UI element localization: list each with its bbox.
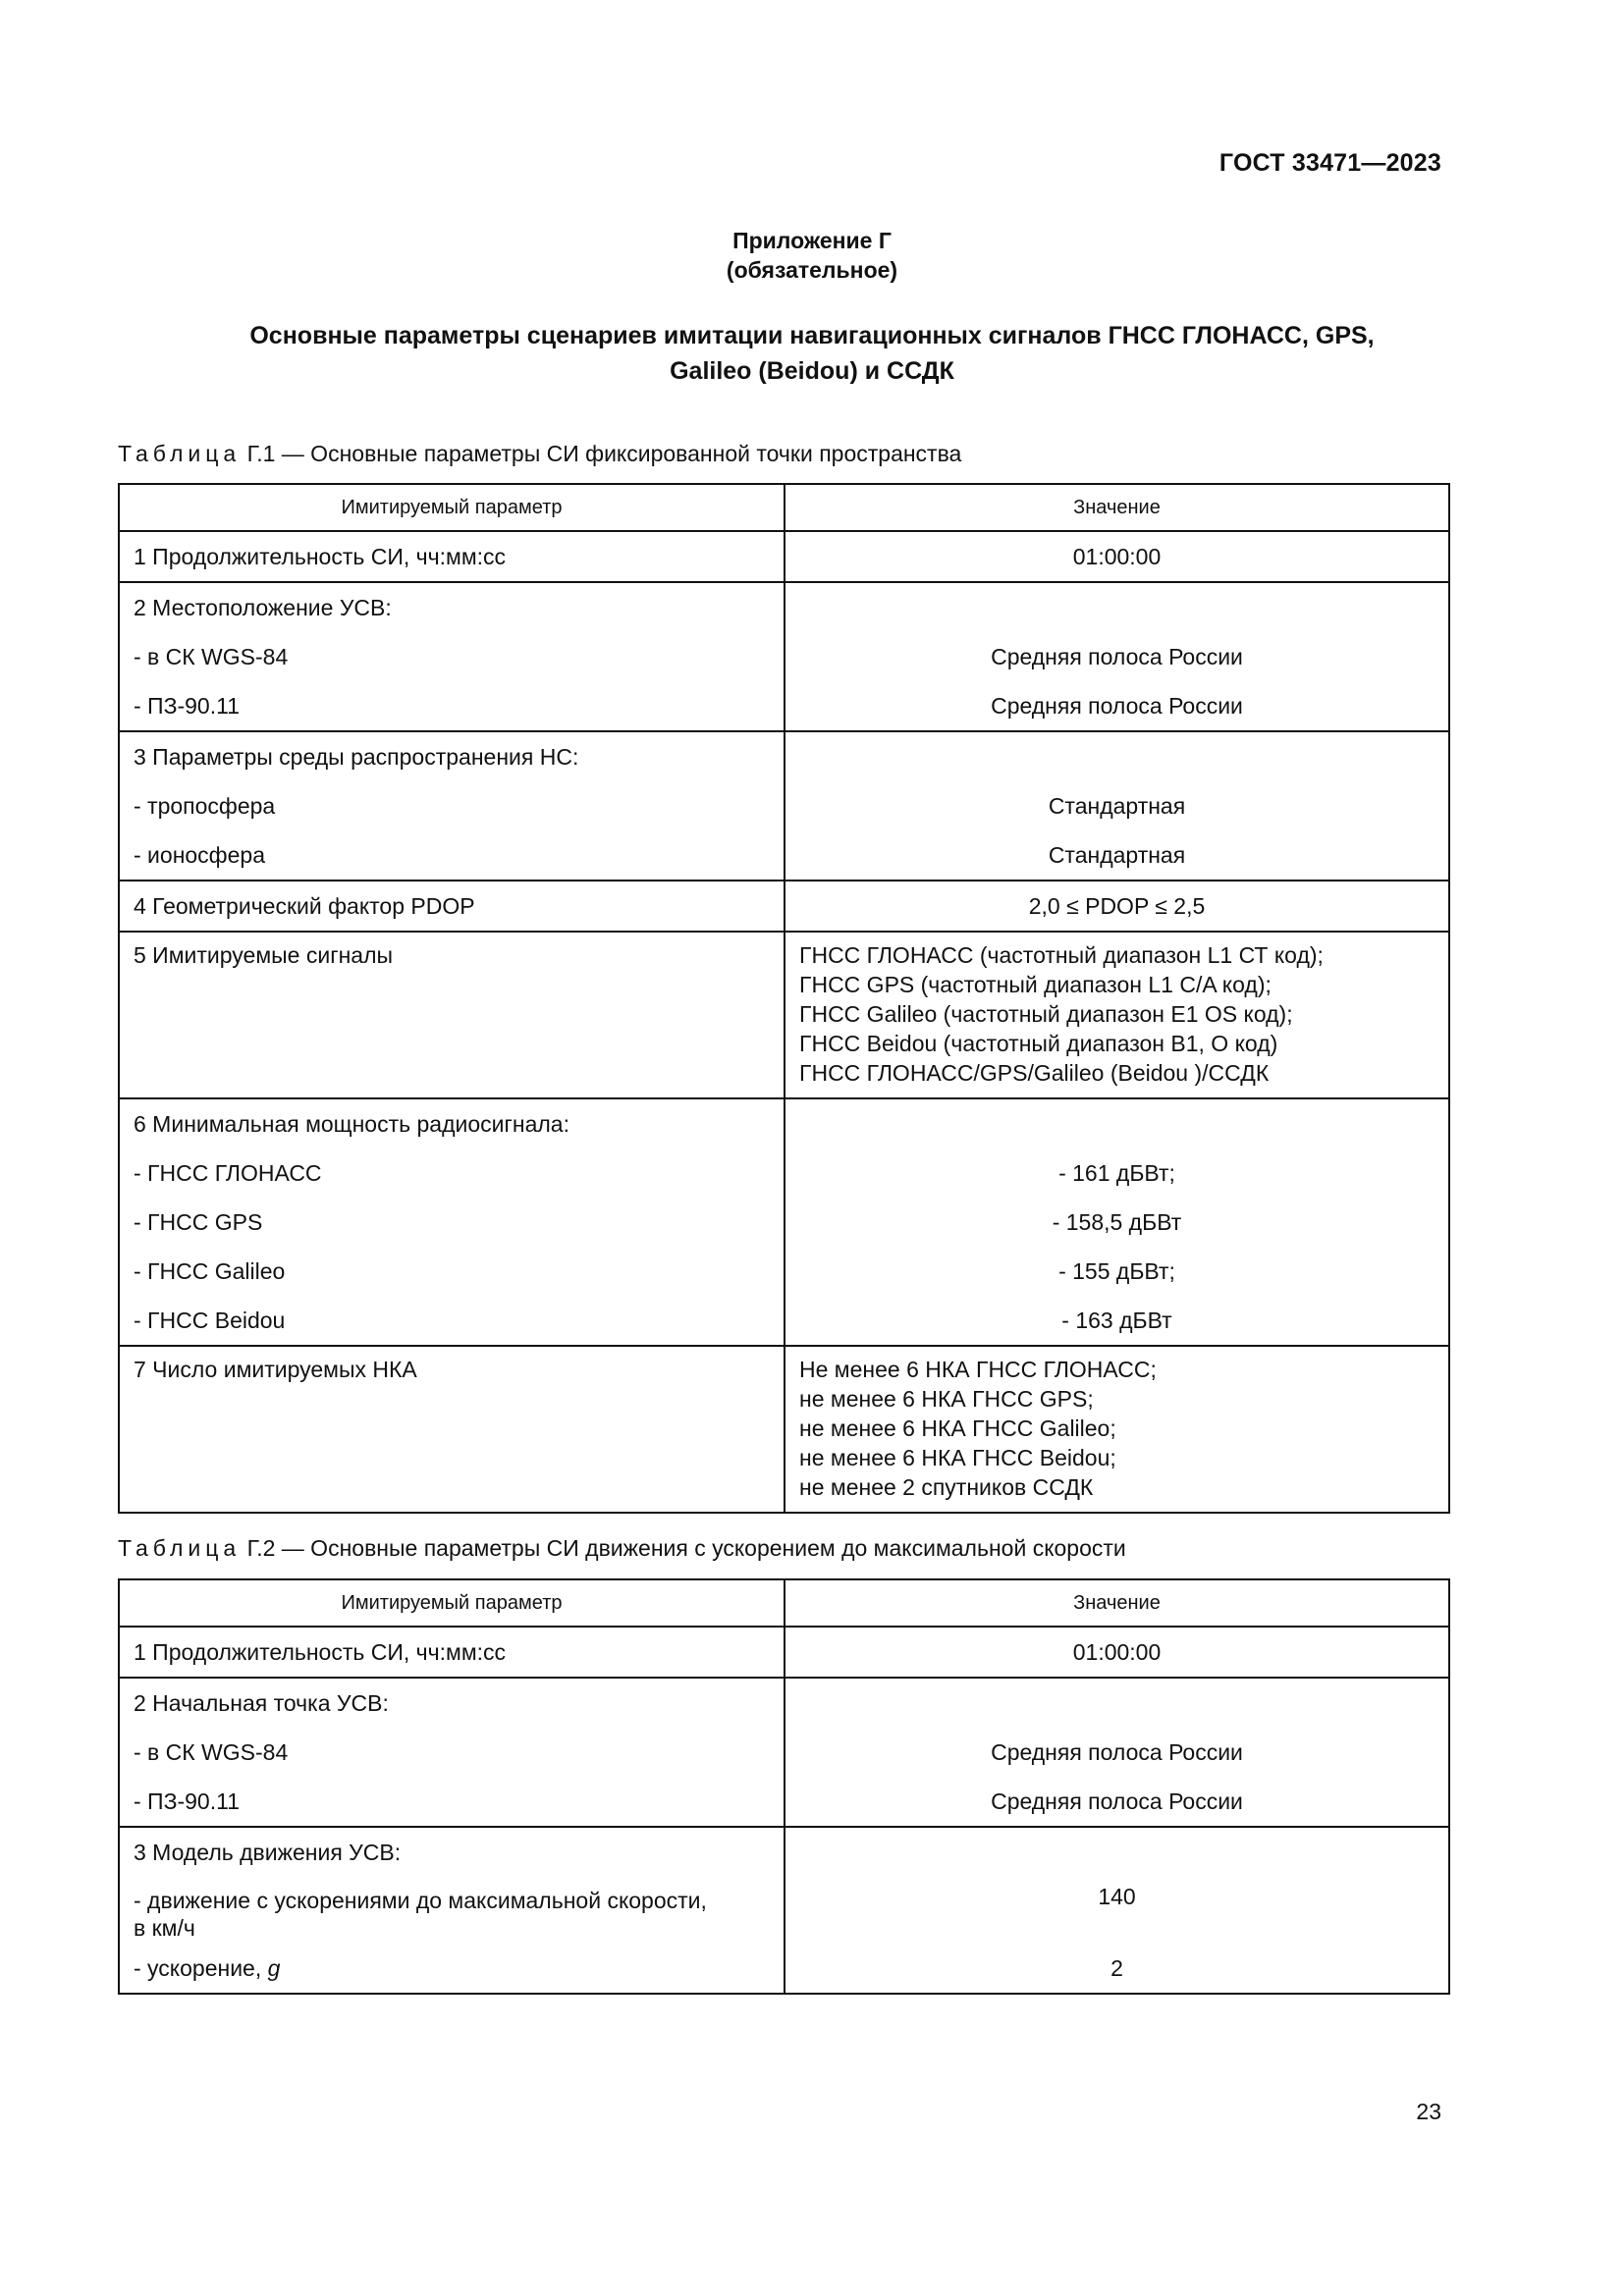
param-cell: - ПЗ-90.11	[134, 1789, 240, 1814]
param-cell: 7 Число имитируемых НКА	[134, 1357, 417, 1382]
value-line: ГНСС Galileo (частотный диапазон E1 OS код);	[799, 1001, 1293, 1027]
param-cell: 1 Продолжительность СИ, чч:мм:сс	[134, 1639, 507, 1665]
param-cell: - ПЗ-90.11	[134, 693, 240, 719]
value-line: Не менее 6 НКА ГНСС ГЛОНАСС;	[799, 1357, 1157, 1382]
table-row	[119, 1827, 1449, 1994]
document-title	[118, 318, 1506, 389]
value-cell: Средняя полоса России	[991, 644, 1243, 669]
table-row	[119, 731, 1449, 881]
document-title-line-1: Основные параметры сценариев имитации навигационных сигналов ГНСС ГЛОНАСС, GPS,	[249, 322, 1375, 349]
param-cell: 4 Геометрический фактор PDOP	[134, 893, 475, 919]
param-symbol: g	[267, 1955, 281, 1981]
value-line: ГНСС GPS (частотный диапазон L1 C/A код);	[799, 972, 1272, 997]
appendix-heading	[0, 226, 1624, 285]
value-cell: 2	[1110, 1955, 1123, 1981]
value-cell: Средняя полоса России	[991, 1739, 1243, 1765]
value-line: ГНСС ГЛОНАСС (частотный диапазон L1 СТ код);	[799, 942, 1324, 968]
table2-caption-text: Г.2 — Основные параметры СИ движения с ускорением до максимальной скорости	[241, 1535, 1126, 1561]
value-line: не менее 2 спутников ССДК	[799, 1474, 1094, 1500]
value-line: не менее 6 НКА ГНСС Galileo;	[799, 1415, 1116, 1441]
table-g2	[118, 1578, 1450, 1995]
table-header-row	[119, 1579, 1449, 1627]
value-line: ГНСС Beidou (частотный диапазон B1, O код)	[799, 1031, 1278, 1056]
table-g1	[118, 483, 1450, 1514]
column-header-parameter: Имитируемый параметр	[119, 1579, 785, 1627]
appendix-status: (обязательное)	[726, 257, 898, 283]
param-cell-multiline	[120, 1877, 784, 1944]
param-cell: - в СК WGS-84	[134, 644, 289, 669]
value-cell: Средняя полоса России	[991, 693, 1243, 719]
value-cell: - 161 дБВт;	[1058, 1160, 1175, 1186]
standard-designation: ГОСТ 33471—2023	[1218, 149, 1441, 177]
param-cell: 5 Имитируемые сигналы	[134, 942, 394, 968]
param-group-heading: 2 Начальная точка УСВ:	[134, 1690, 389, 1716]
param-group-heading: 3 Параметры среды распространения НС:	[134, 744, 579, 770]
value-cell: Средняя полоса России	[991, 1789, 1243, 1814]
value-cell: - 158,5 дБВт	[1052, 1209, 1182, 1235]
value-cell: 01:00:00	[1072, 1639, 1162, 1665]
value-cell: Стандартная	[1048, 842, 1186, 868]
value-line: ГНСС ГЛОНАСС/GPS/Galileo (Beidou )/ССДК	[799, 1060, 1270, 1086]
document-title-line-2: Galileo (Beidou) и ССДК	[670, 357, 954, 385]
param-line: в км/ч	[134, 1915, 195, 1941]
param-cell: - ГНСС Beidou	[134, 1308, 286, 1333]
param-group-heading: 6 Минимальная мощность радиосигнала:	[134, 1111, 569, 1137]
appendix-title: Приложение Г	[732, 228, 892, 253]
value-cell: 01:00:00	[1072, 544, 1162, 569]
table2-caption	[118, 1534, 1126, 1562]
value-cell: - 155 дБВт;	[1058, 1258, 1175, 1284]
table-row	[119, 1098, 1449, 1346]
param-cell: 1 Продолжительность СИ, чч:мм:сс	[134, 544, 507, 569]
value-cell: Стандартная	[1048, 793, 1186, 819]
table1-caption-text: Г.1 — Основные параметры СИ фиксированной точки пространства	[241, 441, 962, 466]
table-row	[119, 582, 1449, 731]
value-cell: - 163 дБВт	[1061, 1308, 1172, 1333]
value-cell: 140	[1098, 1884, 1136, 1909]
value-list	[785, 933, 1448, 1097]
table1-caption	[118, 440, 961, 467]
value-list	[785, 1347, 1448, 1512]
value-line: не менее 6 НКА ГНСС GPS;	[799, 1386, 1094, 1412]
table-row	[119, 1346, 1449, 1513]
table2-caption-word: Таблица	[118, 1535, 242, 1561]
param-line: - движение с ускорениями до максимальной скорости,	[134, 1888, 707, 1913]
column-header-value: Значение	[785, 484, 1449, 531]
table1-caption-word: Таблица	[118, 441, 242, 466]
value-cell: 2,0 ≤ PDOP ≤ 2,5	[1028, 893, 1206, 919]
table-header-row	[119, 484, 1449, 531]
table-row	[119, 1627, 1449, 1678]
column-header-value: Значение	[785, 1579, 1449, 1627]
param-cell: - ионосфера	[134, 842, 265, 868]
param-cell: - тропосфера	[134, 793, 276, 819]
table-row	[119, 531, 1449, 582]
param-cell: - ГНСС GPS	[134, 1209, 263, 1235]
param-group-heading: 3 Модель движения УСВ:	[134, 1840, 402, 1865]
param-cell: - в СК WGS-84	[134, 1739, 289, 1765]
table-row	[119, 881, 1449, 932]
column-header-parameter: Имитируемый параметр	[119, 484, 785, 531]
param-cell: - ГНСС Galileo	[134, 1258, 286, 1284]
page-number: 23	[1416, 2099, 1441, 2124]
param-cell: - ГНСС ГЛОНАСС	[134, 1160, 322, 1186]
param-cell	[120, 1944, 784, 1993]
table-row	[119, 1678, 1449, 1827]
table-row	[119, 932, 1449, 1098]
param-group-heading: 2 Местоположение УСВ:	[134, 595, 392, 620]
param-text: - ускорение,	[134, 1955, 268, 1981]
value-line: не менее 6 НКА ГНСС Beidou;	[799, 1445, 1116, 1470]
